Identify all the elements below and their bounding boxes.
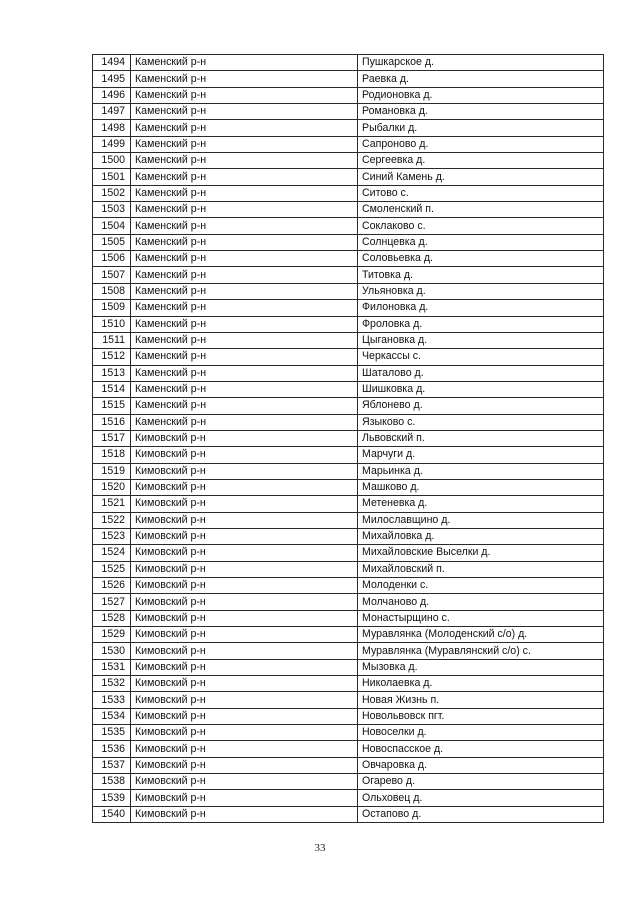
row-number-cell: 1506 [93,251,131,267]
district-cell: Каменский р-н [131,316,358,332]
settlement-cell: Ольховец д. [358,790,604,806]
row-number-cell: 1498 [93,120,131,136]
settlement-cell: Раевка д. [358,71,604,87]
settlement-cell: Огарево д. [358,774,604,790]
district-cell: Каменский р-н [131,234,358,250]
settlement-cell: Метеневка д. [358,496,604,512]
district-cell: Кимовский р-н [131,578,358,594]
table-row [93,71,604,87]
table-row [93,202,604,218]
row-number-cell: 1534 [93,708,131,724]
settlement-cell: Милославщино д. [358,512,604,528]
settlement-cell: Смоленский п. [358,202,604,218]
settlement-cell: Сапроново д. [358,136,604,152]
district-cell: Кимовский р-н [131,774,358,790]
settlement-cell: Молоденки с. [358,578,604,594]
row-number-cell: 1512 [93,349,131,365]
table-row [93,676,604,692]
settlement-cell: Соловьевка д. [358,251,604,267]
row-number-cell: 1523 [93,528,131,544]
table-row [93,561,604,577]
settlement-cell: Романовка д. [358,104,604,120]
district-cell: Кимовский р-н [131,512,358,528]
row-number-cell: 1514 [93,381,131,397]
district-cell: Кимовский р-н [131,790,358,806]
table-row [93,447,604,463]
district-cell: Каменский р-н [131,202,358,218]
row-number-cell: 1513 [93,365,131,381]
settlement-cell: Остапово д. [358,806,604,822]
settlement-cell: Молчаново д. [358,594,604,610]
row-number-cell: 1504 [93,218,131,234]
row-number-cell: 1525 [93,561,131,577]
table-row [93,463,604,479]
table-row [93,627,604,643]
settlement-cell: Овчаровка д. [358,757,604,773]
settlement-cell: Языково с. [358,414,604,430]
row-number-cell: 1524 [93,545,131,561]
district-cell: Кимовский р-н [131,545,358,561]
settlement-cell: Михайловка д. [358,528,604,544]
district-cell: Кимовский р-н [131,692,358,708]
table-row [93,185,604,201]
table-row [93,659,604,675]
district-cell: Кимовский р-н [131,806,358,822]
table-row [93,496,604,512]
row-number-cell: 1517 [93,430,131,446]
row-number-cell: 1532 [93,676,131,692]
district-cell: Кимовский р-н [131,610,358,626]
row-number-cell: 1529 [93,627,131,643]
settlement-cell: Михайловский п. [358,561,604,577]
district-cell: Кимовский р-н [131,708,358,724]
district-cell: Каменский р-н [131,71,358,87]
row-number-cell: 1501 [93,169,131,185]
district-cell: Кимовский р-н [131,430,358,446]
table-row [93,218,604,234]
row-number-cell: 1516 [93,414,131,430]
district-cell: Каменский р-н [131,414,358,430]
settlement-cell: Черкассы с. [358,349,604,365]
table-row [93,479,604,495]
row-number-cell: 1527 [93,594,131,610]
settlement-cell: Муравлянка (Муравлянский с/о) с. [358,643,604,659]
table-row [93,512,604,528]
settlement-cell: Марьинка д. [358,463,604,479]
district-cell: Каменский р-н [131,136,358,152]
settlement-cell: Новоселки д. [358,725,604,741]
district-cell: Каменский р-н [131,300,358,316]
settlement-cell: Соклаково с. [358,218,604,234]
settlement-cell: Солнцевка д. [358,234,604,250]
row-number-cell: 1496 [93,87,131,103]
row-number-cell: 1508 [93,283,131,299]
district-cell: Каменский р-н [131,169,358,185]
table-row [93,153,604,169]
table-row [93,104,604,120]
settlement-cell: Мызовка д. [358,659,604,675]
row-number-cell: 1531 [93,659,131,675]
table-row [93,87,604,103]
row-number-cell: 1518 [93,447,131,463]
table-row [93,267,604,283]
row-number-cell: 1502 [93,185,131,201]
district-cell: Каменский р-н [131,267,358,283]
district-cell: Кимовский р-н [131,447,358,463]
row-number-cell: 1519 [93,463,131,479]
row-number-cell: 1520 [93,479,131,495]
district-cell: Кимовский р-н [131,725,358,741]
settlement-cell: Яблонево д. [358,398,604,414]
row-number-cell: 1538 [93,774,131,790]
row-number-cell: 1505 [93,234,131,250]
row-number-cell: 1537 [93,757,131,773]
table-row [93,136,604,152]
table-row [93,708,604,724]
table-row [93,692,604,708]
district-cell: Кимовский р-н [131,627,358,643]
table-row [93,332,604,348]
row-number-cell: 1510 [93,316,131,332]
district-cell: Кимовский р-н [131,479,358,495]
page-number: 33 [314,842,326,854]
district-cell: Кимовский р-н [131,659,358,675]
table-row [93,757,604,773]
district-cell: Кимовский р-н [131,594,358,610]
settlement-cell: Шаталово д. [358,365,604,381]
settlement-cell: Цыгановка д. [358,332,604,348]
table-row [93,381,604,397]
table-row [93,251,604,267]
settlement-cell: Марчуги д. [358,447,604,463]
district-cell: Каменский р-н [131,218,358,234]
settlement-cell: Машково д. [358,479,604,495]
district-cell: Кимовский р-н [131,528,358,544]
settlements-table-container [92,54,603,823]
row-number-cell: 1540 [93,806,131,822]
row-number-cell: 1507 [93,267,131,283]
row-number-cell: 1499 [93,136,131,152]
district-cell: Каменский р-н [131,398,358,414]
table-row [93,316,604,332]
settlement-cell: Муравлянка (Молоденский с/о) д. [358,627,604,643]
settlement-cell: Фроловка д. [358,316,604,332]
district-cell: Каменский р-н [131,55,358,71]
row-number-cell: 1511 [93,332,131,348]
table-row [93,806,604,822]
district-cell: Каменский р-н [131,185,358,201]
settlement-cell: Новольвовск пгт. [358,708,604,724]
table-row [93,643,604,659]
row-number-cell: 1494 [93,55,131,71]
district-cell: Кимовский р-н [131,757,358,773]
table-row [93,120,604,136]
table-row [93,300,604,316]
settlements-table [92,54,604,823]
table-row [93,365,604,381]
district-cell: Каменский р-н [131,365,358,381]
district-cell: Кимовский р-н [131,643,358,659]
row-number-cell: 1539 [93,790,131,806]
table-row [93,790,604,806]
settlement-cell: Шишковка д. [358,381,604,397]
row-number-cell: 1535 [93,725,131,741]
table-row [93,283,604,299]
table-row [93,545,604,561]
settlement-cell: Михайловские Выселки д. [358,545,604,561]
table-row [93,169,604,185]
settlement-cell: Родионовка д. [358,87,604,103]
table-row [93,398,604,414]
district-cell: Кимовский р-н [131,676,358,692]
district-cell: Каменский р-н [131,153,358,169]
row-number-cell: 1528 [93,610,131,626]
district-cell: Каменский р-н [131,251,358,267]
table-row [93,55,604,71]
settlement-cell: Сергеевка д. [358,153,604,169]
table-row [93,741,604,757]
table-body [93,55,604,823]
settlement-cell: Ситово с. [358,185,604,201]
row-number-cell: 1515 [93,398,131,414]
table-row [93,774,604,790]
row-number-cell: 1521 [93,496,131,512]
settlement-cell: Филоновка д. [358,300,604,316]
settlement-cell: Львовский п. [358,430,604,446]
row-number-cell: 1503 [93,202,131,218]
settlement-cell: Ульяновка д. [358,283,604,299]
row-number-cell: 1522 [93,512,131,528]
row-number-cell: 1533 [93,692,131,708]
table-row [93,610,604,626]
table-row [93,594,604,610]
row-number-cell: 1509 [93,300,131,316]
settlement-cell: Новая Жизнь п. [358,692,604,708]
table-row [93,578,604,594]
table-row [93,349,604,365]
district-cell: Каменский р-н [131,349,358,365]
district-cell: Каменский р-н [131,87,358,103]
settlement-cell: Титовка д. [358,267,604,283]
district-cell: Каменский р-н [131,332,358,348]
row-number-cell: 1497 [93,104,131,120]
table-row [93,725,604,741]
row-number-cell: 1495 [93,71,131,87]
table-row [93,528,604,544]
row-number-cell: 1500 [93,153,131,169]
settlement-cell: Новоспасское д. [358,741,604,757]
district-cell: Каменский р-н [131,104,358,120]
row-number-cell: 1526 [93,578,131,594]
district-cell: Кимовский р-н [131,463,358,479]
district-cell: Каменский р-н [131,120,358,136]
district-cell: Кимовский р-н [131,561,358,577]
district-cell: Кимовский р-н [131,496,358,512]
table-row [93,414,604,430]
settlement-cell: Николаевка д. [358,676,604,692]
district-cell: Каменский р-н [131,381,358,397]
district-cell: Кимовский р-н [131,741,358,757]
settlement-cell: Монастырщино с. [358,610,604,626]
table-row [93,234,604,250]
district-cell: Каменский р-н [131,283,358,299]
table-row [93,430,604,446]
row-number-cell: 1536 [93,741,131,757]
settlement-cell: Синий Камень д. [358,169,604,185]
row-number-cell: 1530 [93,643,131,659]
settlement-cell: Рыбалки д. [358,120,604,136]
settlement-cell: Пушкарское д. [358,55,604,71]
